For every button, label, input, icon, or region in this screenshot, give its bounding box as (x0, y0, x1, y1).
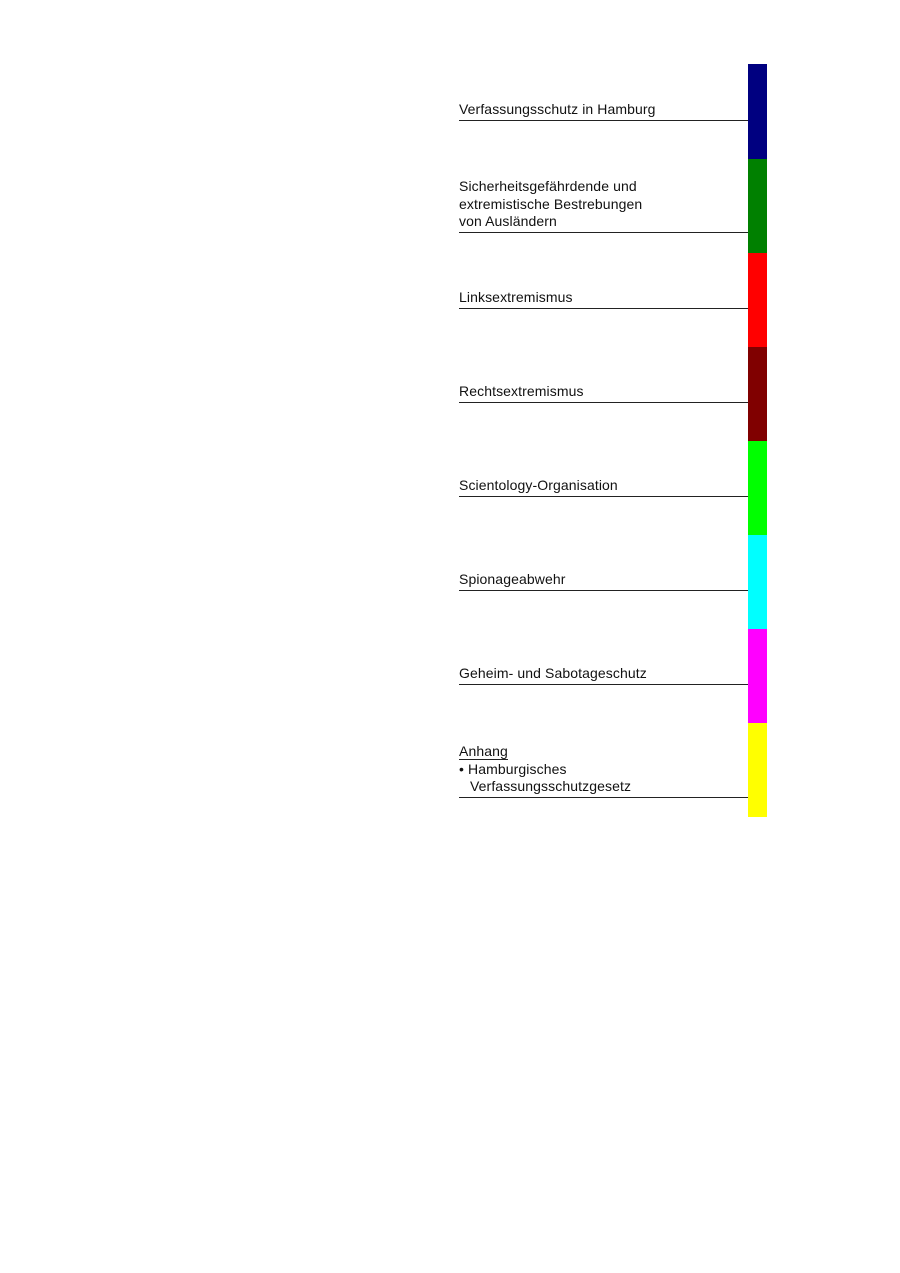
tab-bar-scientology[interactable] (748, 441, 767, 535)
section-heading-anhang: Anhang (459, 743, 508, 759)
tab-bar-geheimschutz[interactable] (748, 629, 767, 723)
section-verfassungsschutz[interactable] (459, 101, 748, 121)
section-title: Rechtsextremismus (459, 383, 584, 399)
section-geheimschutz[interactable] (459, 665, 748, 685)
tab-bar-spionageabwehr[interactable] (748, 535, 767, 629)
section-title: Verfassungsschutz in Hamburg (459, 101, 656, 117)
bullet-line-1: Hamburgisches (468, 760, 567, 777)
bullet-line-2: Verfassungsschutzgesetz (470, 778, 632, 794)
section-auslaender[interactable] (459, 178, 748, 233)
section-rechtsextremismus[interactable] (459, 383, 748, 403)
section-title: Spionageabwehr (459, 571, 566, 587)
bullet-item (459, 761, 748, 779)
section-scientology[interactable] (459, 477, 748, 497)
section-title-line-1: Sicherheitsgefährdende und (459, 178, 637, 194)
bullet-icon: • (459, 760, 465, 777)
section-title: Geheim- und Sabotageschutz (459, 665, 647, 681)
section-anhang[interactable] (459, 743, 748, 798)
section-title: Scientology-Organisation (459, 477, 618, 493)
section-title-line-3: von Ausländern (459, 213, 557, 229)
tab-bar-verfassungsschutz[interactable] (748, 64, 767, 159)
section-spionageabwehr[interactable] (459, 571, 748, 591)
tab-bar-auslaender[interactable] (748, 159, 767, 253)
section-linksextremismus[interactable] (459, 289, 748, 309)
tab-bar-rechtsextremismus[interactable] (748, 347, 767, 441)
section-title: Linksextremismus (459, 289, 573, 305)
tab-bar-linksextremismus[interactable] (748, 253, 767, 347)
section-title-line-2: extremistische Bestrebungen (459, 195, 643, 212)
tab-bar-anhang[interactable] (748, 723, 767, 817)
